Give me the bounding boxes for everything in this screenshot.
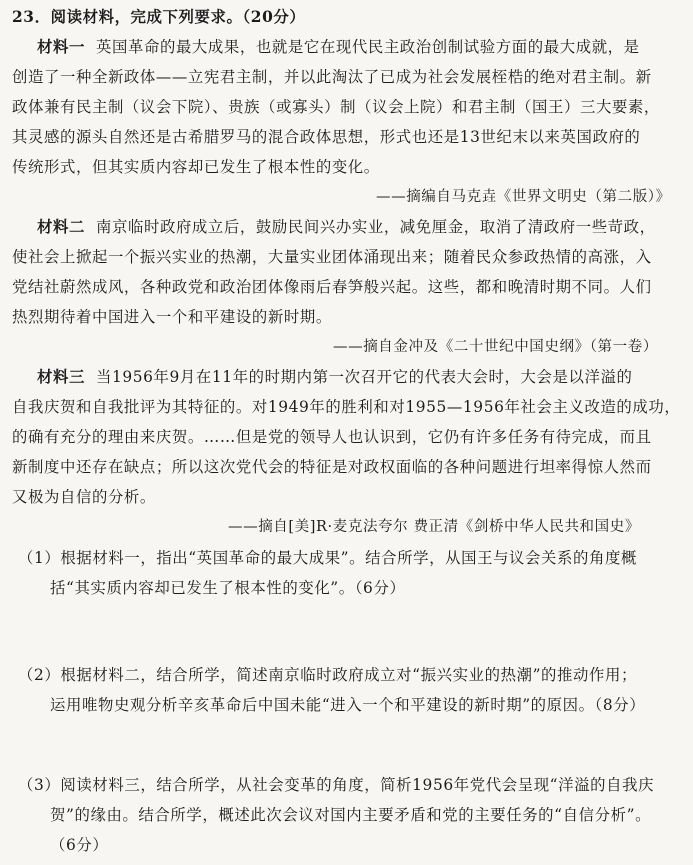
material-one-line-2: 创造了一种全新政体——立宪君主制，并以此淘汰了已成为社会发展桎梏的绝对君主制。新 — [12, 68, 652, 86]
material-two-source: ——摘自金冲及《二十世纪中国史纲》（第一卷） — [333, 339, 658, 355]
material-three-line-3: 的确有充分的理由来庆贺。……但是党的领导人也认识到，它仍有许多任务有待完成，而且 — [12, 428, 652, 446]
material-one-line-4: 其灵感的源头自然还是古希腊罗马的混合政体思想，形式也还是13世纪末以来英国政府的 — [12, 128, 641, 146]
material-three-text: 当1956年9月在11年的时期内第一次召开它的代表大会时，大会是以洋溢的 — [95, 368, 633, 386]
material-one-line-5: 传统形式，但其实质内容却已发生了根本性的变化。 — [12, 158, 380, 176]
sub-question-1-line-1: （1）根据材料一，指出“英国革命的最大成果”。结合所学，从国王与议会关系的角度概 — [18, 549, 637, 567]
material-one-source: ——摘编自马克垚《世界文明史（第二版）》 — [376, 189, 671, 205]
material-two-line-3: 党结社蔚然成风，各种政党和政治团体像雨后春笋般兴起。这些，都和晚清时期不同。人们 — [12, 278, 652, 296]
material-three-line-1 — [37, 367, 632, 387]
material-three-line-5: 又极为自信的分析。 — [12, 488, 156, 506]
sub-question-2-line-2: 运用唯物史观分析辛亥革命后中国未能“进入一个和平建设的新时期”的原因。（8分） — [50, 696, 646, 714]
material-one-line-1 — [37, 37, 640, 57]
material-two-line-4: 热烈期待着中国进入一个和平建设的新时期。 — [12, 308, 332, 326]
material-three-line-4: 新制度中还存在缺点；所以这次党代会的特征是对政权面临的各种问题进行坦率得惊人然而 — [12, 458, 652, 476]
material-two-text: 南京临时政府成立后，鼓励民间兴办实业，减免厘金，取消了清政府一些苛政， — [95, 218, 656, 236]
sub-question-3-line-1: （3）阅读材料三，结合所学，从社会变革的角度，简析1956年党代会呈现“洋溢的自我庆 — [18, 776, 655, 794]
sub-question-2-line-1: （2）根据材料二，结合所学，简述南京临时政府成立对“振兴实业的热潮”的推动作用； — [18, 666, 637, 684]
material-three-line-2: 自我庆贺和自我批评为其特征的。对1949年的胜利和对1955—1956年社会主义改造的成功， — [12, 398, 681, 416]
material-one-text: 英国革命的最大成果，也就是它在现代民主政治创制试验方面的最大成就，是 — [95, 38, 640, 56]
material-two-line-2: 使社会上掀起一个振兴实业的热潮，大量实业团体涌现出来；随着民众参政热情的高涨，入 — [12, 248, 652, 266]
material-three-source: ——摘自[美]R·麦克法夸尔 费正清《剑桥中华人民共和国史》 — [228, 519, 640, 535]
material-three-label: 材料三 — [37, 368, 85, 386]
question-header: 23．阅读材料，完成下列要求。（20分） — [12, 8, 306, 26]
material-one-label: 材料一 — [37, 38, 85, 56]
material-one-line-3: 政体兼有民主制（议会下院）、贵族（或寡头）制（议会上院）和君主制（国王）三大要素， — [12, 98, 660, 116]
sub-question-1-line-2: 括“其实质内容却已发生了根本性的变化”。（6分） — [50, 579, 406, 597]
sub-question-3-line-3: （6分） — [50, 836, 109, 854]
sub-question-3-line-2: 贺”的缘由。结合所学，概述此次会议对国内主要矛盾和党的主要任务的“自信分析”。 — [50, 806, 652, 824]
material-two-line-1 — [37, 217, 656, 237]
material-two-label: 材料二 — [37, 218, 85, 236]
